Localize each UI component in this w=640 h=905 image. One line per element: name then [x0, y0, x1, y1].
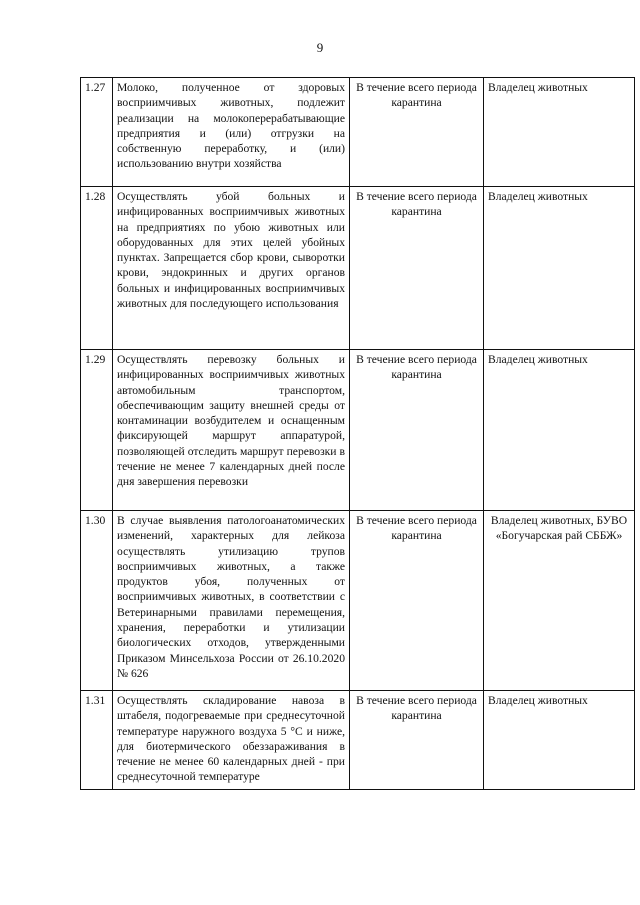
row-number: 1.30 — [81, 511, 113, 691]
row-number: 1.27 — [81, 78, 113, 187]
table-row — [81, 350, 635, 511]
measure-responsible: Владелец животных — [484, 78, 635, 187]
measure-responsible: Владелец животных — [484, 691, 635, 790]
measure-term: В течение всего периода карантина — [350, 78, 484, 187]
measure-text: В случае выявления патологоанатомических изменений, характерных для лейкоза осуществлять утилизацию трупов восприимчивых животных, а также продуктов убоя, полученных от восприимчивых животных, в соответствии с Ветеринарными правилами перемещения, хранения, переработки и утилизации биологических отходов, утвержденными Приказом Минсельхоза России от 26.10.2020 № 626 — [113, 511, 350, 691]
measure-responsible: Владелец животных — [484, 350, 635, 511]
measure-text: Молоко, полученное от здоровых восприимчивых животных, подлежит реализации на молокоперерабатывающие предприятия и (или) отгрузки на собственную переработку, и (или) использованию внутри хозяйства — [113, 78, 350, 187]
table-row — [81, 511, 635, 691]
measure-term: В течение всего периода карантина — [350, 350, 484, 511]
table-row — [81, 78, 635, 187]
measure-text: Осуществлять перевозку больных и инфицированных восприимчивых животных автомобильным транспортом, обеспечивающим защиту внешней среды от контаминации возбудителем и оснащенным фиксирующей маршрут аппаратурой, позволяющей отследить маршрут перевозки в течение не менее 7 календарных дней после дня завершения перевозки — [113, 350, 350, 511]
measure-term: В течение всего периода карантина — [350, 187, 484, 350]
row-number: 1.28 — [81, 187, 113, 350]
measure-term: В течение всего периода карантина — [350, 691, 484, 790]
page-number: 9 — [316, 40, 324, 55]
measure-text: Осуществлять убой больных и инфицированных восприимчивых животных на предприятиях по убою животных или оборудованных для этих целей убойных пунктах. Запрещается сбор крови, сыворотки крови, эндокринных и других органов больных и инфицированных восприимчивых животных для последующего использования — [113, 187, 350, 350]
table-row — [81, 691, 635, 790]
row-number: 1.31 — [81, 691, 113, 790]
measure-responsible: Владелец животных, БУВО «Богучарская рай СББЖ» — [484, 511, 635, 691]
measure-responsible: Владелец животных — [484, 187, 635, 350]
row-number: 1.29 — [81, 350, 113, 511]
measures-table — [80, 77, 635, 790]
measure-text: Осуществлять складирование навоза в штабеля, подогреваемые при среднесуточной температуре наружного воздуха 5 °С и ниже, для биотермического обеззараживания в течение не менее 60 календарных дней - при среднесуточной температуре — [113, 691, 350, 790]
table-row — [81, 187, 635, 350]
measure-term: В течение всего периода карантина — [350, 511, 484, 691]
